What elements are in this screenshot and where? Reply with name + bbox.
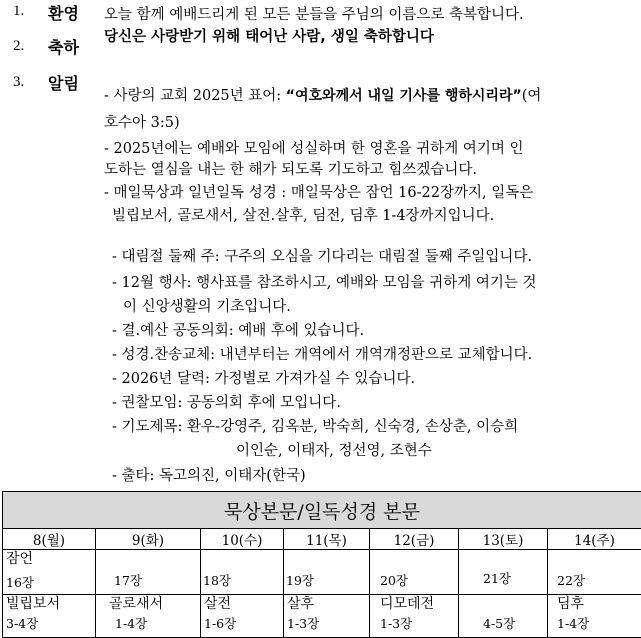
- day-header-row: [3, 529, 641, 550]
- reading-chapter: 1-3장: [287, 615, 319, 632]
- bible-line-2: 빌립보서, 골로새서, 살전.살후, 딤전, 딤후 1-4장까지입니다.: [112, 204, 494, 225]
- travel-line: - 출타: 독고의진, 이태자(한국): [112, 464, 306, 485]
- meditation-cell: [370, 550, 459, 595]
- day-sunday: 14(주): [548, 529, 641, 550]
- reading-cell: [548, 595, 641, 638]
- reading-book: 딤후: [557, 596, 584, 613]
- bible-line-1: - 매일묵상과 일년일독 성경 : 매일묵상은 잠언 16-22장까지, 일독은: [104, 181, 533, 202]
- reading-chapter: 4-5장: [483, 615, 515, 632]
- meditation-cell: [284, 550, 370, 595]
- meditation-chapter: 18장: [203, 572, 231, 589]
- section-title-welcome: 환영: [48, 1, 79, 24]
- day-friday: 12(금): [370, 529, 459, 550]
- calendar-line: - 2026년 달력: 가정별로 가져가실 수 있습니다.: [112, 367, 415, 388]
- meditation-chapter: 19장: [286, 572, 314, 589]
- meditation-chapter: 22장: [557, 572, 585, 589]
- meditation-chapter: 16장: [6, 574, 34, 591]
- day-tuesday: 9(화): [96, 529, 201, 550]
- day-saturday: 13(토): [459, 529, 548, 550]
- goal-line-1: - 2025년에는 예배와 모임에 성실하며 한 영혼을 귀하게 여기며 인: [104, 137, 523, 158]
- section-number-1: 1.: [13, 3, 24, 20]
- motto-quote: “여호와께서 내일 기사를 행하시리라”: [286, 88, 522, 104]
- reading-cell: [459, 595, 548, 638]
- meditation-chapter: 21장: [483, 570, 511, 587]
- motto-prefix: - 사랑의 교회 2025년 표어:: [104, 88, 286, 104]
- section-title-notices: 알림: [48, 71, 79, 94]
- welcome-text: 오늘 함께 예배드리게 된 모든 분들을 주님의 이름으로 축복합니다.: [104, 3, 524, 24]
- day-thursday: 11(목): [284, 529, 370, 550]
- reading-book: 살후: [287, 596, 314, 613]
- december-line-1: - 12월 행사: 행사표를 참조하시고, 예배와 모임을 귀하게 여기는 것: [112, 271, 537, 292]
- day-wednesday: 10(수): [201, 529, 284, 550]
- reading-cell: [3, 595, 96, 638]
- meditation-chapter: 20장: [380, 572, 408, 589]
- reading-chapter: 1-4장: [115, 615, 147, 632]
- reading-book: 골로새서: [109, 596, 163, 613]
- reading-row: [3, 595, 641, 638]
- reading-cell: [370, 595, 459, 638]
- meditation-chapter: 17장: [114, 572, 142, 589]
- prayer-line-2: 이인순, 이태자, 정선영, 조현수: [236, 439, 432, 460]
- december-line-2: 이 신앙생활의 기초입니다.: [123, 295, 291, 316]
- meditation-cell: [96, 550, 201, 595]
- meditation-book: 잠언: [6, 551, 33, 568]
- birthday-text: 당신은 사랑받기 위해 태어난 사람, 생일 축하합니다: [104, 25, 434, 46]
- advent-line: - 대림절 둘째 주: 구주의 오심을 기다리는 대림절 둘째 주일입니다.: [112, 245, 532, 266]
- motto-line: [104, 84, 541, 105]
- meditation-cell: [201, 550, 284, 595]
- elders-line: - 권찰모임: 공동의회 후에 모입니다.: [112, 391, 341, 412]
- meditation-cell: [459, 550, 548, 595]
- motto-ref-start: (여: [522, 88, 542, 104]
- meditation-cell: [3, 550, 96, 595]
- motto-ref-end: 호수아 3:5): [104, 111, 180, 132]
- budget-line: - 결.예산 공동의회: 예배 후에 있습니다.: [112, 319, 364, 340]
- reading-cell: [201, 595, 284, 638]
- day-monday: 8(월): [3, 529, 96, 550]
- reading-book: 살전: [204, 596, 231, 613]
- section-number-2: 2.: [13, 38, 24, 55]
- reading-book: 디모데전: [380, 596, 434, 613]
- reading-chapter: 3-4장: [6, 615, 38, 632]
- meditation-row: [3, 550, 641, 595]
- reading-chapter: 1-3장: [380, 615, 412, 632]
- reading-book: 빌립보서: [6, 596, 60, 613]
- hymnal-line: - 성경.찬송교체: 내년부터는 개역에서 개역개정판으로 교체합니다.: [112, 343, 532, 364]
- reading-schedule-table: [2, 491, 641, 638]
- goal-line-2: 도하는 열심을 내는 한 해가 되도록 기도하고 힘쓰겠습니다.: [104, 158, 477, 179]
- reading-cell: [284, 595, 370, 638]
- section-number-3: 3.: [13, 74, 24, 91]
- reading-chapter: 1-4장: [557, 615, 589, 632]
- reading-chapter: 1-6장: [204, 615, 236, 632]
- meditation-cell: [548, 550, 641, 595]
- table-title: 묵상본문/일독성경 본문: [3, 492, 641, 529]
- reading-cell: [96, 595, 201, 638]
- section-title-birthday: 축하: [48, 35, 79, 58]
- prayer-line-1: - 기도제목: 환우-강영주, 김옥분, 박숙희, 신숙경, 손상춘, 이승희: [112, 415, 518, 436]
